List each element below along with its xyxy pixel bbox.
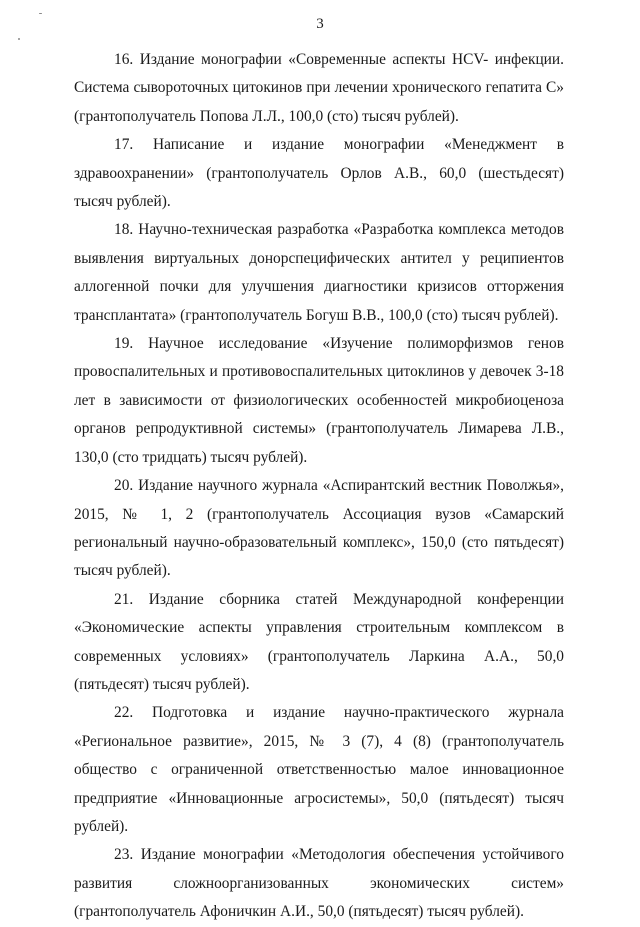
document-body xyxy=(74,46,564,927)
grant-item-18: 18. Научно-техническая разработка «Разработка комплекса методов выявления виртуальных донорспецифических антител у реципиентов аллогенной почки для улучшения диагностики кризисов отторжения трансплантата» (грантополучатель Богуш В.В., 100,0 (сто) тысяч рублей). xyxy=(74,221,564,324)
grant-item-21: 21. Издание сборника статей Международной конференции «Экономические аспекты управления строительным комплексом в современных условиях» (грантополучатель Ларкина А.А., 50,0 (пятьдесят) тысяч рублей). xyxy=(74,590,564,693)
grant-item-20: 20. Издание научного журнала «Аспирантский вестник Поволжья», 2015, № 1, 2 (грантополучатель Ассоциация вузов «Самарский региональный научно-образовательный комплекс», 150,0 (сто пятьдесят) тысяч рублей). xyxy=(74,477,564,580)
page-number: 3 xyxy=(316,16,324,32)
scan-speck xyxy=(18,38,20,40)
grant-item-23: 23. Издание монографии «Методология обеспечения устойчивого развития сложноорганизованных экономических систем» (грантополучатель Афоничкин А.И., 50,0 (пятьдесят) тысяч рублей). xyxy=(74,846,564,921)
grant-item-17: 17. Написание и издание монографии «Менеджмент в здравоохранении» (грантополучатель Орлов А.В., 60,0 (шестьдесят) тысяч рублей). xyxy=(74,136,564,211)
grant-item-22: 22. Подготовка и издание научно-практического журнала «Региональное развитие», 2015, № 3 (7), 4 (8) (грантополучатель общество с ограниченной ответственностью малое инновационное предприятие «Инновационные агросистемы», 50,0 (пятьдесят) тысяч рублей). xyxy=(74,704,564,835)
grant-item-19: 19. Научное исследование «Изучение полиморфизмов генов провоспалительных и противовоспалительных цитоклинов у девочек 3-18 лет в зависимости от физиологических особенностей микробиоценоза органов репродуктивной системы» (грантополучатель Лимарева Л.В., 130,0 (сто тридцать) тысяч рублей). xyxy=(74,335,564,466)
grant-item-16: 16. Издание монографии «Современные аспекты HCV- инфекции. Система сывороточных цитокинов при лечении хронического гепатита С» (грантополучатель Попова Л.Л., 100,0 (сто) тысяч рублей). xyxy=(74,51,564,125)
